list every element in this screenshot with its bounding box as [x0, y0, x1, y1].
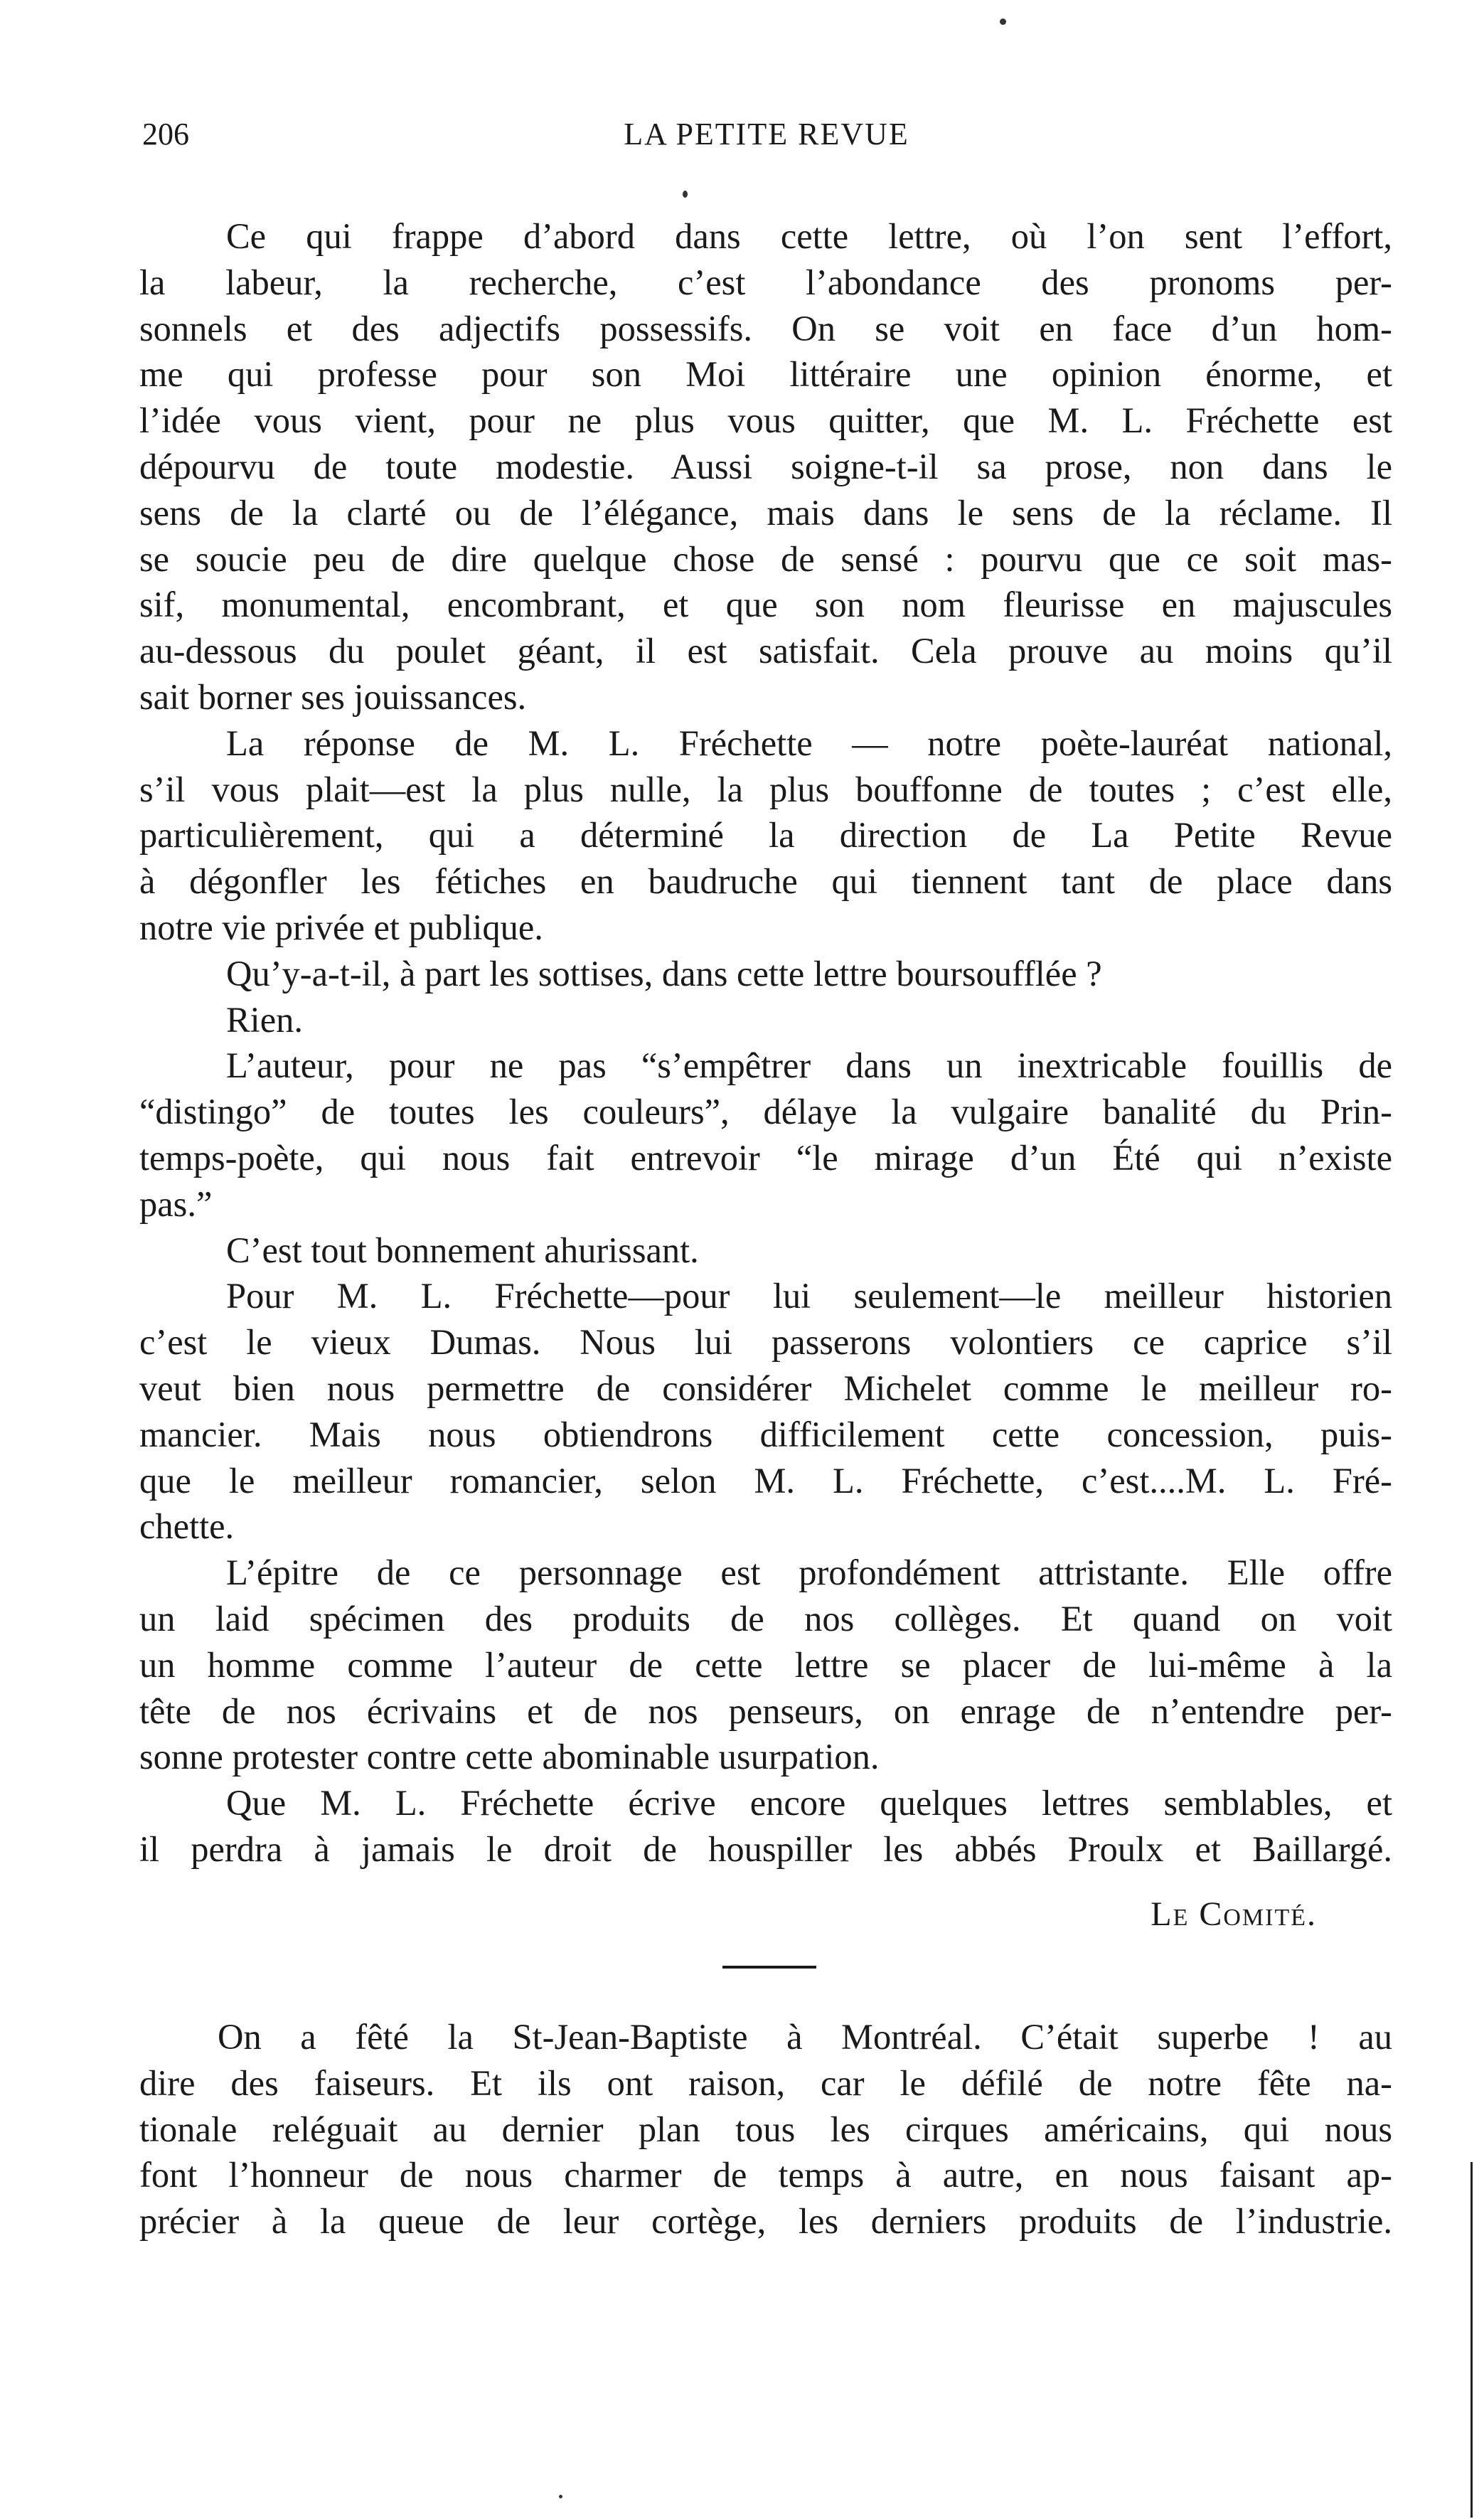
text-line: mancier. Mais nous obtiendrons difficilement cette concession, puis-: [139, 1414, 1392, 1454]
text-line: sif, monumental, encombrant, et que son nom fleurisse en majuscules: [139, 585, 1392, 625]
text-line: Qu’y-a-t-il, à part les sottises, dans cette lettre boursoufflée ?: [226, 953, 1102, 994]
text-line: l’idée vous vient, pour ne plus vous quitter, que M. L. Fréchette est: [139, 400, 1392, 441]
paragraph-3: [139, 951, 1392, 997]
text-line: sonnels et des adjectifs possessifs. On se voit en face d’un hom-: [139, 308, 1392, 348]
text-line: au-dessous du poulet géant, il est satisfait. Cela prouve au moins qu’il: [139, 631, 1392, 671]
text-line: notre vie privée et publique.: [139, 907, 543, 947]
paragraph-6: [139, 1227, 1392, 1274]
paragraph-4: [139, 997, 1392, 1043]
text-line: me qui professe pour son Moi littéraire une opinion énorme, et: [139, 354, 1392, 395]
scan-edge-line: [1470, 2162, 1473, 2518]
text-line: sens de la clarté ou de l’élégance, mais dans le sens de la réclame. Il: [139, 492, 1392, 533]
text-line: font l’honneur de nous charmer de temps à autre, en nous faisant ap-: [139, 2155, 1392, 2195]
text-line: La réponse de M. L. Fréchette — notre poète-lauréat national,: [226, 723, 1392, 763]
text-line: L’épitre de ce personnage est profondément attristante. Elle offre: [226, 1553, 1392, 1593]
signature: [139, 1892, 1317, 1937]
paragraph-5: [139, 1043, 1392, 1227]
text-line: Rien.: [226, 999, 304, 1040]
text-line: que le meilleur romancier, selon M. L. Fréchette, c’est....M. L. Fré-: [139, 1460, 1392, 1501]
text-line: la labeur, la recherche, c’est l’abondance des pronoms per-: [139, 262, 1392, 302]
text-line: Pour M. L. Fréchette—pour lui seulement—le meilleur historien: [226, 1276, 1392, 1316]
paragraph-9: [139, 1780, 1392, 1873]
text-line: tête de nos écrivains et de nos penseurs, on enrage de n’entendre per-: [139, 1690, 1392, 1731]
paragraph-8: [139, 1550, 1392, 1780]
text-line: chette.: [139, 1506, 235, 1547]
text-line: L’auteur, pour ne pas “s’empêtrer dans un inextricable fouillis de: [226, 1045, 1392, 1086]
text-line: sonne protester contre cette abominable usurpation.: [139, 1737, 880, 1777]
scan-speck: [559, 2495, 562, 2498]
text-line: sait borner ses jouissances.: [139, 676, 527, 717]
article-body: [139, 213, 1392, 1873]
text-line: C’est tout bonnement ahurissant.: [226, 1230, 699, 1270]
text-line: un laid spécimen des produits de nos collèges. Et quand on voit: [139, 1598, 1392, 1639]
text-line: s’il vous plait—est la plus nulle, la plus bouffonne de toutes ; c’est elle,: [139, 769, 1392, 809]
text-line: dire des faiseurs. Et ils ont raison, car le défilé de notre fête na-: [139, 2062, 1392, 2103]
text-line: Ce qui frappe d’abord dans cette lettre, où l’on sent l’effort,: [226, 216, 1392, 256]
text-line: un homme comme l’auteur de cette lettre se placer de lui-même à la: [139, 1644, 1392, 1685]
text-line: à dégonfler les fétiches en baudruche qui tiennent tant de place dans: [139, 861, 1392, 902]
running-title: LA PETITE REVUE: [624, 117, 909, 151]
text-line: Que M. L. Fréchette écrive encore quelques lettres semblables, et: [226, 1783, 1392, 1823]
text-line: précier à la queue de leur cortège, les derniers produits de l’industrie.: [139, 2201, 1392, 2242]
page-header: [142, 116, 1391, 159]
text-line: On a fêté la St-Jean-Baptiste à Montréal. C’était superbe ! au: [218, 2017, 1392, 2057]
section-divider: [722, 1966, 816, 1969]
text-line: c’est le vieux Dumas. Nous lui passerons volontiers ce caprice s’il: [139, 1322, 1392, 1363]
text-line: pas.”: [139, 1183, 213, 1224]
text-line: dépourvu de toute modestie. Aussi soigne-t-il sa prose, non dans le: [139, 446, 1392, 486]
second-section: [139, 2014, 1392, 2244]
page-number: 206: [142, 117, 189, 151]
signature-text: Le Comité.: [1151, 1895, 1317, 1933]
text-line: veut bien nous permettre de considérer Michelet comme le meilleur ro-: [139, 1368, 1392, 1408]
text-line: il perdra à jamais le droit de houspiller les abbés Proulx et Baillargé.: [139, 1828, 1392, 1869]
paragraph-7: [139, 1273, 1392, 1550]
paragraph-2: [139, 720, 1392, 951]
scan-speck: [1000, 18, 1006, 25]
paragraph-1: [139, 213, 1392, 720]
text-line: temps-poète, qui nous fait entrevoir “le mirage d’un Été qui n’existe: [139, 1137, 1392, 1178]
text-line: particulièrement, qui a déterminé la direction de La Petite Revue: [139, 815, 1392, 856]
text-line: se soucie peu de dire quelque chose de sensé : pourvu que ce soit mas-: [139, 538, 1392, 579]
text-line: “distingo” de toutes les couleurs”, délaye la vulgaire banalité du Prin-: [139, 1092, 1392, 1132]
text-line: tionale reléguait au dernier plan tous les cirques américains, qui nous: [139, 2109, 1392, 2149]
scan-speck: [683, 191, 688, 198]
